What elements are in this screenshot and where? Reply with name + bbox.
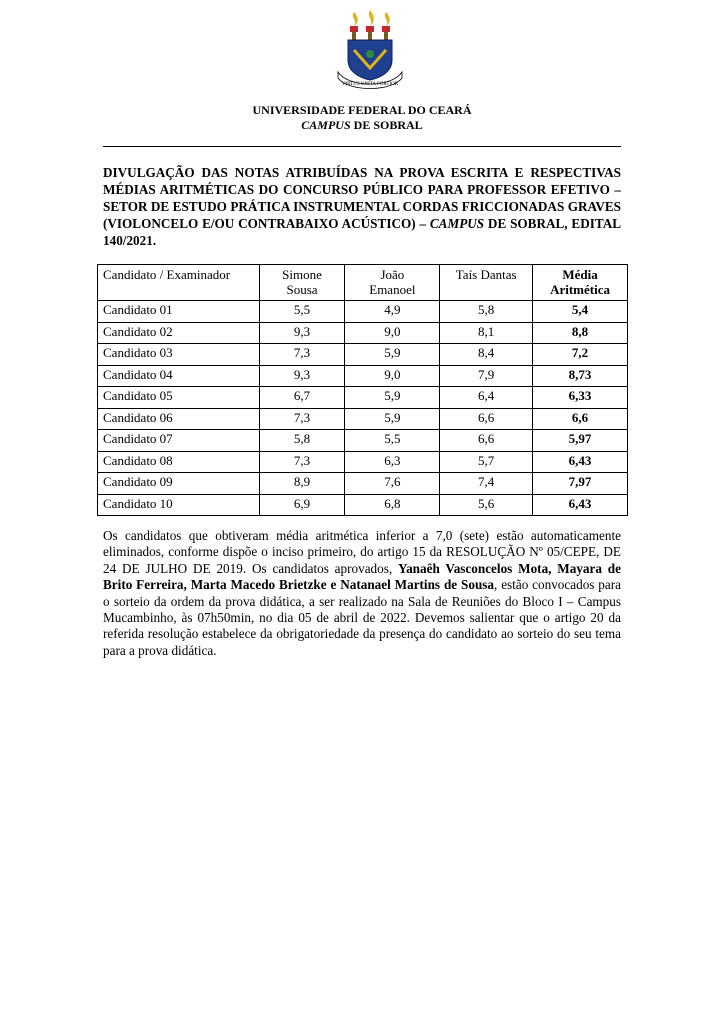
header-candidate: Candidato / Examinador bbox=[98, 265, 260, 301]
table-row bbox=[98, 430, 628, 452]
cell-tais: 8,4 bbox=[440, 344, 533, 366]
cell-tais: 6,4 bbox=[440, 387, 533, 409]
cell-simone: 5,8 bbox=[259, 430, 345, 452]
cell-media: 6,43 bbox=[533, 494, 628, 516]
header-examiner-simone: Simone Sousa bbox=[259, 265, 345, 301]
header-average: Média Aritmética bbox=[533, 265, 628, 301]
table-header-row bbox=[98, 265, 628, 301]
cell-name: Candidato 05 bbox=[98, 387, 260, 409]
cell-simone: 9,3 bbox=[259, 322, 345, 344]
seal-motto: VIRTUS UNITA FORTIOR bbox=[341, 82, 399, 87]
cell-tais: 5,8 bbox=[440, 301, 533, 323]
cell-simone: 6,7 bbox=[259, 387, 345, 409]
cell-name: Candidato 07 bbox=[98, 430, 260, 452]
cell-joao: 6,8 bbox=[345, 494, 440, 516]
header-examiner-tais: Taís Dantas bbox=[440, 265, 533, 301]
title-part2: DE SOBRAL, EDITAL 140/2021. bbox=[103, 216, 622, 248]
cell-name: Candidato 06 bbox=[98, 408, 260, 430]
table-row bbox=[98, 494, 628, 516]
cell-simone: 7,3 bbox=[259, 344, 345, 366]
cell-joao: 5,5 bbox=[345, 430, 440, 452]
cell-media: 7,97 bbox=[533, 473, 628, 495]
table-row bbox=[98, 365, 628, 387]
cell-simone: 6,9 bbox=[259, 494, 345, 516]
cell-tais: 6,6 bbox=[440, 430, 533, 452]
shield-icon bbox=[348, 40, 392, 80]
cell-simone: 7,3 bbox=[259, 408, 345, 430]
header-divider bbox=[103, 146, 621, 147]
table-row bbox=[98, 451, 628, 473]
document-title bbox=[103, 164, 621, 249]
cell-tais: 5,6 bbox=[440, 494, 533, 516]
university-seal bbox=[334, 8, 406, 90]
cell-joao: 6,3 bbox=[345, 451, 440, 473]
table-row bbox=[98, 473, 628, 495]
cell-media: 8,73 bbox=[533, 365, 628, 387]
cell-media: 5,4 bbox=[533, 301, 628, 323]
campus-name bbox=[0, 118, 724, 133]
cell-joao: 7,6 bbox=[345, 473, 440, 495]
para-text-1: Os candidatos que obtiveram média aritmética inferior a 7,0 (sete) estão automaticamente eliminados, conforme dispõe o inciso primeiro, do artigo 15 da RESOLUÇÃO Nº 05/CEPE, DE 24 DE JULHO DE 2019. Os candidatos aprovados, bbox=[103, 528, 621, 576]
cell-simone: 8,9 bbox=[259, 473, 345, 495]
cell-joao: 5,9 bbox=[345, 387, 440, 409]
cell-simone: 9,3 bbox=[259, 365, 345, 387]
campus-italic: CAMPUS bbox=[301, 118, 351, 132]
cell-media: 6,43 bbox=[533, 451, 628, 473]
cell-media: 5,97 bbox=[533, 430, 628, 452]
cell-media: 7,2 bbox=[533, 344, 628, 366]
title-part1: DIVULGAÇÃO DAS NOTAS ATRIBUÍDAS NA PROVA ESCRITA E RESPECTIVAS MÉDIAS ARITMÉTICAS DO CONCURSO PÚBLICO PARA PROFESSOR EFETIVO – SETOR DE ESTUDO PRÁTICA INSTRUMENTAL CORDAS FRICCIONADAS GRAVES (VIOLONCELO E/OU CONTRABAIXO ACÚSTICO) – bbox=[103, 165, 621, 231]
table-row bbox=[98, 322, 628, 344]
cell-tais: 5,7 bbox=[440, 451, 533, 473]
table-row bbox=[98, 301, 628, 323]
cell-name: Candidato 04 bbox=[98, 365, 260, 387]
grades-table bbox=[97, 264, 628, 516]
cell-joao: 4,9 bbox=[345, 301, 440, 323]
cell-name: Candidato 10 bbox=[98, 494, 260, 516]
header-examiner-joao: João Emanoel bbox=[345, 265, 440, 301]
cell-simone: 5,5 bbox=[259, 301, 345, 323]
cell-media: 6,6 bbox=[533, 408, 628, 430]
title-italic: CAMPUS bbox=[429, 216, 485, 231]
cell-media: 6,33 bbox=[533, 387, 628, 409]
cell-joao: 9,0 bbox=[345, 322, 440, 344]
campus-rest: DE SOBRAL bbox=[350, 118, 423, 132]
cell-name: Candidato 09 bbox=[98, 473, 260, 495]
table-row bbox=[98, 408, 628, 430]
cell-joao: 5,9 bbox=[345, 344, 440, 366]
cell-tais: 7,4 bbox=[440, 473, 533, 495]
cell-joao: 9,0 bbox=[345, 365, 440, 387]
cell-name: Candidato 02 bbox=[98, 322, 260, 344]
cell-name: Candidato 08 bbox=[98, 451, 260, 473]
approved-candidates: Yanaêh Vasconcelos Mota, Mayara de Brito Ferreira, Marta Macedo Brietzke e Natanael Martins de Sousa bbox=[103, 560, 621, 593]
table-row bbox=[98, 387, 628, 409]
cell-name: Candidato 01 bbox=[98, 301, 260, 323]
cell-simone: 7,3 bbox=[259, 451, 345, 473]
cell-tais: 6,6 bbox=[440, 408, 533, 430]
para-text-2: , estão convocados para o sorteio da ordem da prova didática, a ser realizado na Sala de Reuniões do Bloco I – Campus Mucambinho, às 07h50min, no dia 05 de abril de 2022. Devemos salientar que o artigo 20 da referida resolução estabelece da obrigatoriedade da presença do candidato ao sorteio do seu tema para a prova didática. bbox=[103, 577, 621, 658]
results-paragraph bbox=[103, 528, 621, 659]
cell-tais: 8,1 bbox=[440, 322, 533, 344]
cell-media: 8,8 bbox=[533, 322, 628, 344]
university-name: UNIVERSIDADE FEDERAL DO CEARÁ bbox=[252, 103, 472, 117]
cell-tais: 7,9 bbox=[440, 365, 533, 387]
table-row bbox=[98, 344, 628, 366]
torches-icon bbox=[350, 10, 390, 42]
cell-joao: 5,9 bbox=[345, 408, 440, 430]
cell-name: Candidato 03 bbox=[98, 344, 260, 366]
